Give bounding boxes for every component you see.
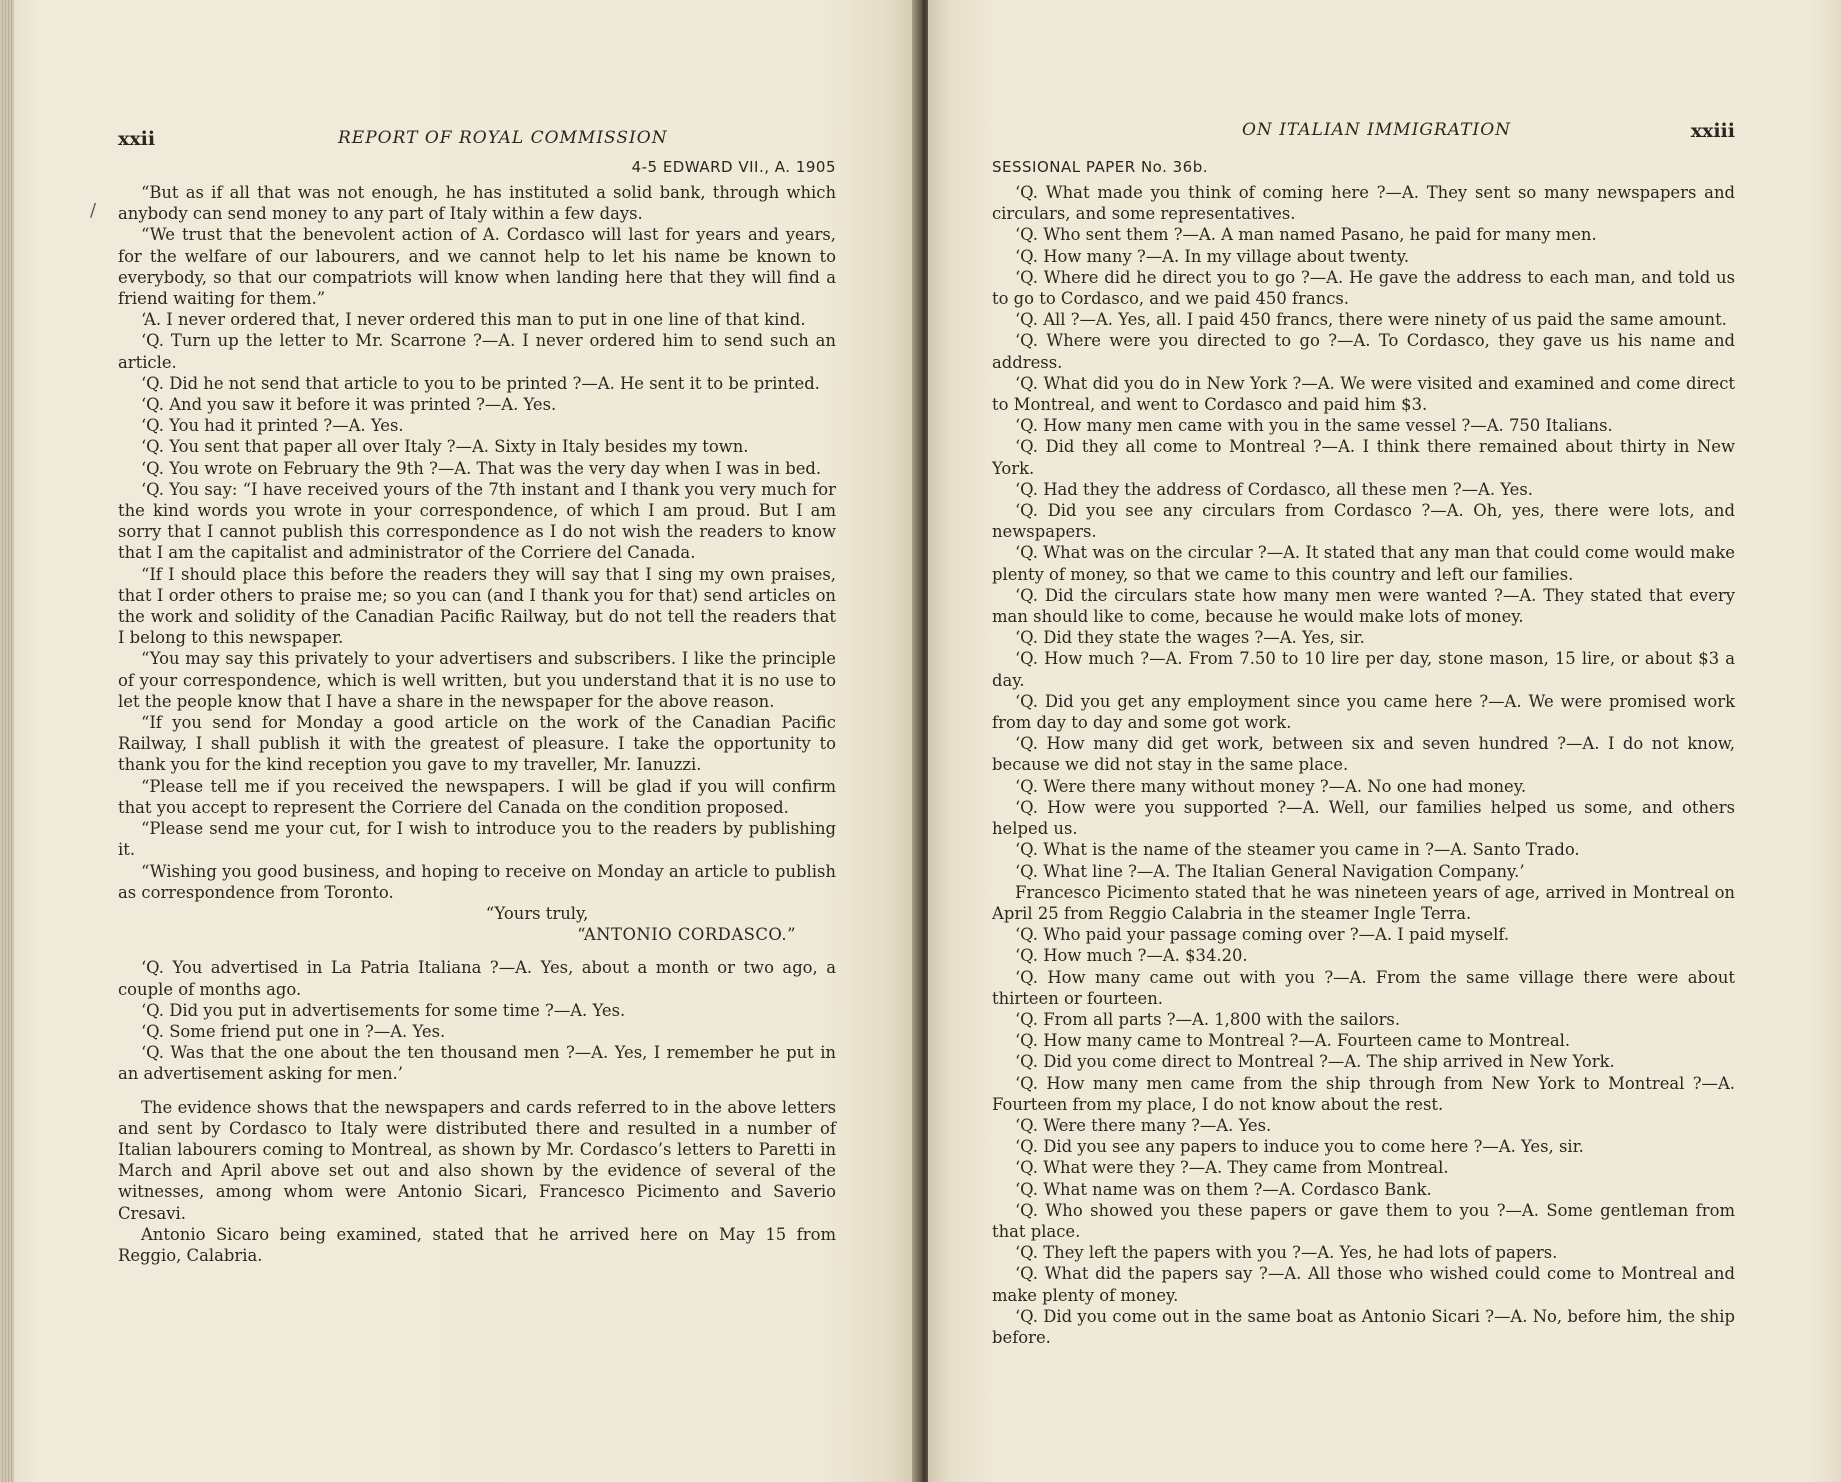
paragraph: ‘Q. How much ?—A. From 7.50 to 10 lire per day, stone mason, 15 lire, or about $3 a day. [992, 649, 1735, 690]
paragraph: ‘Q. Did you put in advertisements for some time ?—A. Yes. [140, 1000, 626, 1020]
paragraph: ‘Q. You wrote on February the 9th ?—A. That was the very day when I was in bed. [140, 458, 822, 478]
paragraph: ‘Q. And you saw it before it was printed ?—A. Yes. [140, 395, 557, 415]
paragraph: ‘Q. How were you supported ?—A. Well, our families helped us some, and others helped us. [992, 797, 1735, 839]
paragraph: ‘Q. Did he not send that article to you to be printed ?—A. He sent it to be printed. [140, 373, 820, 393]
right-running-head [992, 120, 1735, 146]
paragraph: ‘Q. Did you see any papers to induce you to come here ?—A. Yes, sir. [1014, 1137, 1584, 1157]
paragraph: ‘Q. What line ?—A. The Italian General Navigation Company.’ [1014, 861, 1525, 881]
left-running-title: REPORT OF ROYAL COMMISSION [338, 128, 668, 148]
paragraph: ‘Q. What were they ?—A. They came from Montreal. [1014, 1158, 1449, 1178]
letter-signature: “ANTONIO CORDASCO.” [577, 925, 796, 945]
paragraph: ‘Q. Who showed you these papers or gave them to you ?—A. Some gentleman from that place. [992, 1200, 1735, 1241]
left-body-text [118, 182, 836, 1266]
paragraph: ‘Q. You advertised in La Patria Italiana ?—A. Yes, about a month or two ago, a couple of months ago. [118, 958, 836, 999]
paragraph: ‘Q. Did you come out in the same boat as Antonio Sicari ?—A. No, before him, the ship before. [992, 1306, 1735, 1347]
paragraph: ‘Q. What did the papers say ?—A. All those who wished could come to Montreal and make plenty of money. [992, 1264, 1735, 1305]
paragraph: ‘Q. How many ?—A. In my village about twenty. [1014, 246, 1410, 266]
margin-tick-mark: / [90, 200, 97, 221]
paragraph: “But as if all that was not enough, he has instituted a solid bank, through which anybody can send money to any part of Italy within a few days. [118, 183, 836, 224]
paragraph: ‘Q. You say: “I have received yours of the 7th instant and I thank you very much for the kind words you wrote in your correspondence, of which I am proud. But I am sorry that I cannot publish this correspondence as I do not wish the readers to know that I am the capitalist and administrator of the Corriere del Canada. [118, 479, 836, 563]
page-edges [0, 0, 14, 1482]
paragraph: ‘Q. Turn up the letter to Mr. Scarrone ?—A. I never ordered him to send such an article. [118, 331, 836, 372]
left-page-number: xxii [118, 128, 156, 150]
paragraph: ‘Q. Did they state the wages ?—A. Yes, sir. [1014, 628, 1365, 648]
paragraph: ‘Q. You sent that paper all over Italy ?—A. Sixty in Italy besides my town. [140, 437, 749, 457]
paragraph: ‘Q. You had it printed ?—A. Yes. [140, 416, 404, 436]
paragraph: ‘Q. Who sent them ?—A. A man named Pasano, he paid for many men. [1014, 225, 1597, 245]
paragraph: ‘Q. Where were you directed to go ?—A. To Cordasco, they gave us his name and address. [992, 331, 1735, 372]
letter-closing: “Yours truly, [485, 903, 589, 923]
paragraph: ‘Q. They left the papers with you ?—A. Yes, he had lots of papers. [1014, 1243, 1558, 1263]
paragraph: ‘Q. Did you see any circulars from Cordasco ?—A. Oh, yes, there were lots, and newspapers. [992, 501, 1735, 542]
paragraph: ‘Q. How many came to Montreal ?—A. Fourteen came to Montreal. [1014, 1031, 1571, 1051]
paragraph: “If you send for Monday a good article on the work of the Canadian Pacific Railway, I shall publish it with the greatest of pleasure. I take the opportunity to thank you for the kind reception you gave to my traveller, Mr. Ianuzzi. [118, 713, 836, 775]
paragraph: “Please tell me if you received the newspapers. I will be glad if you will confirm that you accept to represent the Corriere del Canada on the condition proposed. [118, 776, 836, 817]
left-page [0, 0, 918, 1482]
paragraph: ‘Q. What is the name of the steamer you came in ?—A. Santo Trado. [1014, 840, 1580, 860]
right-running-title: ON ITALIAN IMMIGRATION [1242, 120, 1512, 140]
paragraph: “Wishing you good business, and hoping to receive on Monday an article to publish as correspondence from Toronto. [118, 861, 836, 902]
paragraph: ‘Q. Where did he direct you to go ?—A. He gave the address to each man, and told us to go to Cordasco, and we paid 450 francs. [992, 267, 1735, 309]
paragraph: ‘Q. Did you come direct to Montreal ?—A. The ship arrived in New York. [1014, 1052, 1615, 1072]
left-subhead: 4-5 EDWARD VII., A. 1905 [631, 158, 836, 176]
paragraph: ‘Q. How many did get work, between six and seven hundred ?—A. I do not know, because we did not stay in the same place. [992, 734, 1735, 775]
paragraph: “Please send me your cut, for I wish to introduce you to the readers by publishing it. [118, 819, 836, 860]
paragraph: ‘Q. Were there many ?—A. Yes. [1014, 1115, 1272, 1135]
paragraph: ‘Q. Had they the address of Cordasco, all these men ?—A. Yes. [1014, 479, 1533, 499]
paragraph: ‘Q. What was on the circular ?—A. It stated that any man that could come would make plenty of money, so that we came to this country and left our families. [992, 543, 1735, 584]
paragraph: ‘A. I never ordered that, I never ordered this man to put in one line of that kind. [140, 310, 806, 330]
right-page-number: xxiii [1690, 120, 1735, 142]
paragraph: ‘Q. What name was on them ?—A. Cordasco Bank. [1014, 1179, 1432, 1199]
paragraph: ‘Q. How many men came from the ship through from New York to Montreal ?—A. Fourteen from my place, I do not know about the rest. [992, 1073, 1735, 1114]
paragraph: ‘Q. How much ?—A. $34.20. [1014, 946, 1248, 966]
paragraph: “If I should place this before the readers they will say that I sing my own praises, that I order others to praise me; so you can (and I thank you for that) send articles on the work and solidity of the Canadian Pacific Railway, but do not tell the readers that I belong to this newspaper. [118, 564, 836, 648]
right-body-text [992, 182, 1735, 1348]
paragraph: ‘Q. Who paid your passage coming over ?—A. I paid myself. [1014, 925, 1510, 945]
left-running-head [118, 128, 836, 154]
right-subhead: SESSIONAL PAPER No. 36b. [992, 158, 1208, 176]
paragraph: The evidence shows that the newspapers and cards referred to in the above letters and sent by Cordasco to Italy were distributed there and resulted in a number of Italian labourers coming to Montreal, as shown by Mr. Cordasco’s letters to Paretti in March and April above set out and also shown by the evidence of several of the witnesses, among whom were Antonio Sicari, Francesco Picimento and Saverio Cresavi. [118, 1097, 836, 1223]
paragraph: ‘Q. Did they all come to Montreal ?—A. I think there remained about thirty in New York. [992, 437, 1735, 478]
paragraph: ‘Q. Were there many without money ?—A. No one had money. [1014, 776, 1527, 796]
right-page [928, 0, 1841, 1482]
paragraph: ‘Q. All ?—A. Yes, all. I paid 450 francs, there were ninety of us paid the same amount. [1014, 310, 1727, 330]
paragraph: ‘Q. Was that the one about the ten thousand men ?—A. Yes, I remember he put in an advertisement asking for men.’ [118, 1043, 836, 1084]
paragraph: ‘Q. From all parts ?—A. 1,800 with the sailors. [1014, 1009, 1401, 1029]
paragraph: Francesco Picimento stated that he was nineteen years of age, arrived in Montreal on April 25 from Reggio Calabria in the steamer Ingle Terra. [992, 882, 1735, 923]
paragraph: ‘Q. Did the circulars state how many men were wanted ?—A. They stated that every man should like to come, because he would make lots of money. [992, 585, 1735, 627]
paragraph: ‘Q. What made you think of coming here ?—A. They sent so many newspapers and circulars, and some representatives. [992, 183, 1735, 224]
paragraph: “You may say this privately to your advertisers and subscribers. I like the principle of your correspondence, which is well written, but you understand that it is no use to let the people know that I have a share in the newspaper for the above reason. [118, 649, 836, 711]
paragraph: ‘Q. Did you get any employment since you came here ?—A. We were promised work from day to day and some got work. [992, 691, 1735, 733]
paragraph: ‘Q. What did you do in New York ?—A. We were visited and examined and come direct to Montreal, and went to Cordasco and paid him $3. [992, 373, 1735, 415]
paragraph: ‘Q. How many men came with you in the same vessel ?—A. 750 Italians. [1014, 416, 1613, 436]
paragraph: “We trust that the benevolent action of A. Cordasco will last for years and years, for the welfare of our labourers, and we cannot help to let his name be known to everybody, so that our compatriots will know when landing here that they will find a friend waiting for them.” [118, 225, 836, 309]
paragraph: Antonio Sicaro being examined, stated that he arrived here on May 15 from Reggio, Calabria. [118, 1224, 836, 1265]
paragraph: ‘Q. How many came out with you ?—A. From the same village there were about thirteen or fourteen. [992, 967, 1735, 1008]
paragraph: ‘Q. Some friend put one in ?—A. Yes. [140, 1021, 446, 1041]
